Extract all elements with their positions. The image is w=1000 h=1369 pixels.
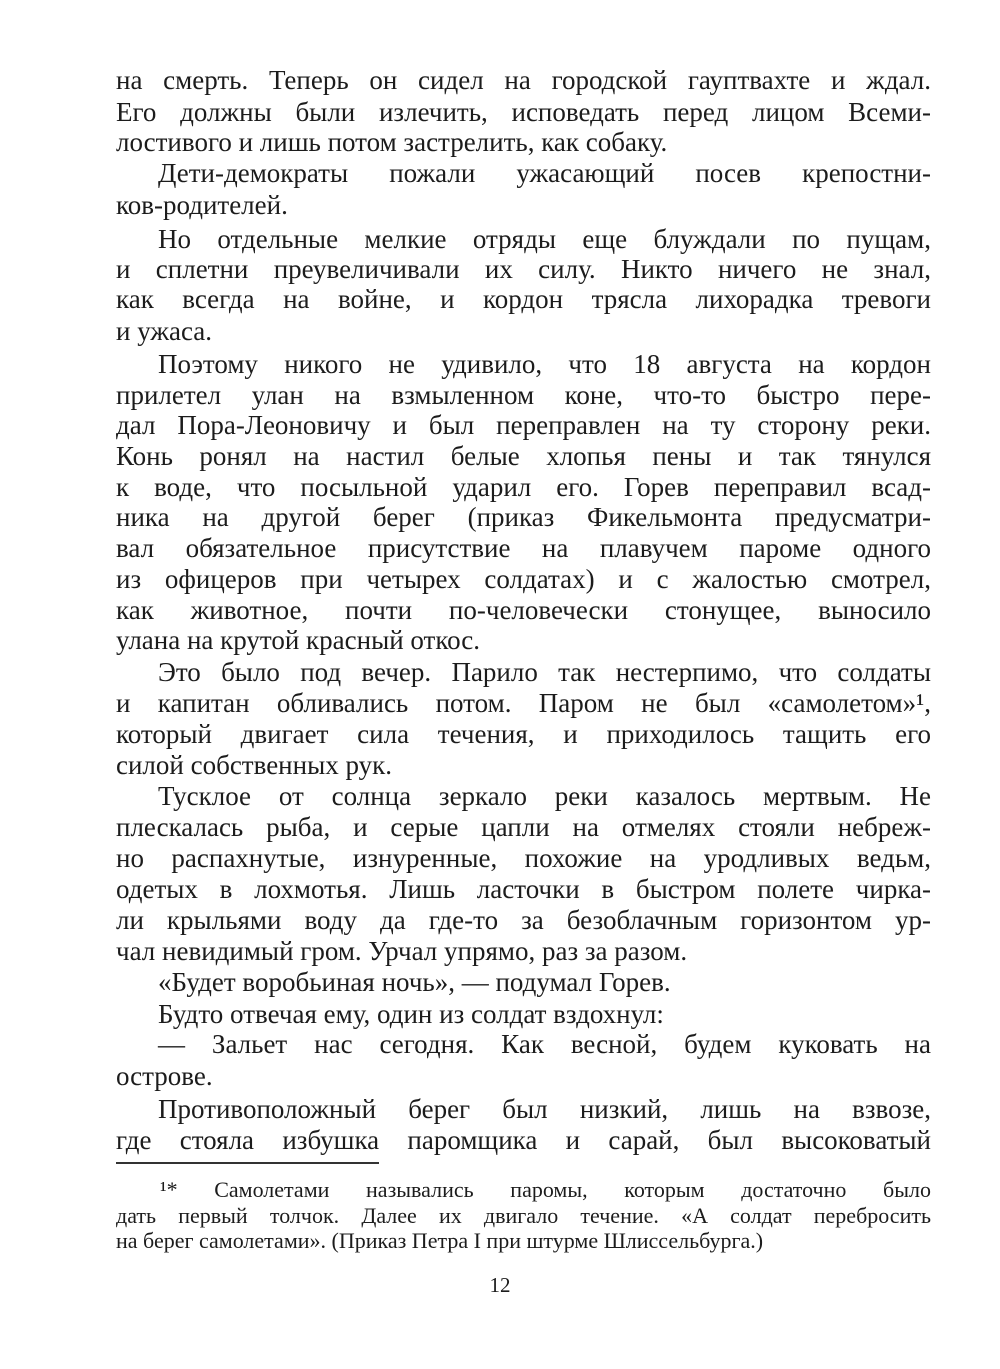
page-number: 12	[489, 1273, 511, 1297]
text-line: лостивого и лишь потом застрелить, как собаку.	[116, 127, 668, 157]
text-line: Тусклое от солнца зеркало реки казалось мертвым. Не	[158, 781, 931, 811]
text-line: ника на другой берег (приказ Фикельмонта предусматри-	[116, 502, 931, 532]
text-line: Конь ронял на настил белые хлопья пены и так тянулся	[116, 441, 931, 471]
text-line: Противоположный берег был низкий, лишь на взвозе,	[158, 1094, 931, 1124]
text-line: чал невидимый гром. Урчал упрямо, раз за разом.	[116, 936, 688, 966]
text-line: силой собственных рук.	[116, 750, 392, 780]
text-line: острове.	[116, 1061, 213, 1091]
text-line: Будто отвечая ему, один из солдат вздохнул:	[158, 999, 664, 1029]
text-line: как животное, почти по-человечески стонущее, выносило	[116, 595, 931, 625]
text-line: и сплетни преувеличивали их силу. Никто ничего не знал,	[116, 254, 931, 284]
text-line: вал обязательное присутствие на плавучем пароме одного	[116, 533, 931, 563]
text-line: дал Пора-Леоновичу и был переправлен на ту сторону реки.	[116, 410, 931, 440]
text-line: Это было под вечер. Парило так нестерпимо, что солдаты	[158, 657, 931, 687]
text-line: «Будет воробьиная ночь», — подумал Горев.	[158, 967, 671, 997]
text-line: прилетел улан на взмыленном коне, что-то быстро пере-	[116, 380, 931, 410]
text-line: плескалась рыба, и серые цапли на отмелях стояли небреж-	[116, 812, 931, 842]
footnote-separator	[116, 1162, 379, 1164]
text-line: ли крыльями воду да где-то за безоблачным горизонтом ур-	[116, 905, 931, 935]
text-line: где стояла избушка паромщика и сарай, был высоковатый	[116, 1125, 931, 1155]
text-line: к воде, что посыльной ударил его. Горев переправил всад-	[116, 472, 931, 502]
text-line: и капитан обливались потом. Паром не был «самолетом»¹,	[116, 688, 931, 718]
text-line: и ужаса.	[116, 316, 213, 346]
text-line: улана на крутой красный откос.	[116, 625, 481, 655]
text-line: — Зальет нас сегодня. Как весной, будем куковать на	[158, 1029, 931, 1059]
text-line: Его должны были излечить, исповедать перед лицом Всеми-	[116, 97, 931, 127]
text-line: который двигает сила течения, и приходилось тащить его	[116, 719, 931, 749]
text-line: но распахнутые, изнуренные, похожие на уродливых ведьм,	[116, 843, 931, 873]
text-line: Поэтому никого не удивило, что 18 августа на кордон	[158, 349, 931, 379]
text-line: ков-родителей.	[116, 190, 288, 220]
text-line: Дети-демократы пожали ужасающий посев крепостни-	[158, 158, 931, 188]
text-line: на смерть. Теперь он сидел на городской гауптвахте и ждал.	[116, 65, 931, 95]
text-line: из офицеров при четырех солдатах) и с жалостью смотрел,	[116, 564, 931, 594]
text-line: Но отдельные мелкие отряды еще блуждали по пущам,	[158, 224, 931, 254]
text-line: одетых в лохмотья. Лишь ласточки в быстром полете чирка-	[116, 874, 931, 904]
footnote-line: дать первый толчок. Далее их двигало течение. «А солдат перебросить	[116, 1203, 931, 1228]
text-line: как всегда на войне, и кордон трясла лихорадка тревоги	[116, 284, 931, 314]
footnote-line: ¹* Самолетами назывались паромы, которым достаточно было	[160, 1177, 931, 1202]
footnote-line: на берег самолетами». (Приказ Петра I при штурме Шлиссельбурга.)	[116, 1228, 764, 1253]
